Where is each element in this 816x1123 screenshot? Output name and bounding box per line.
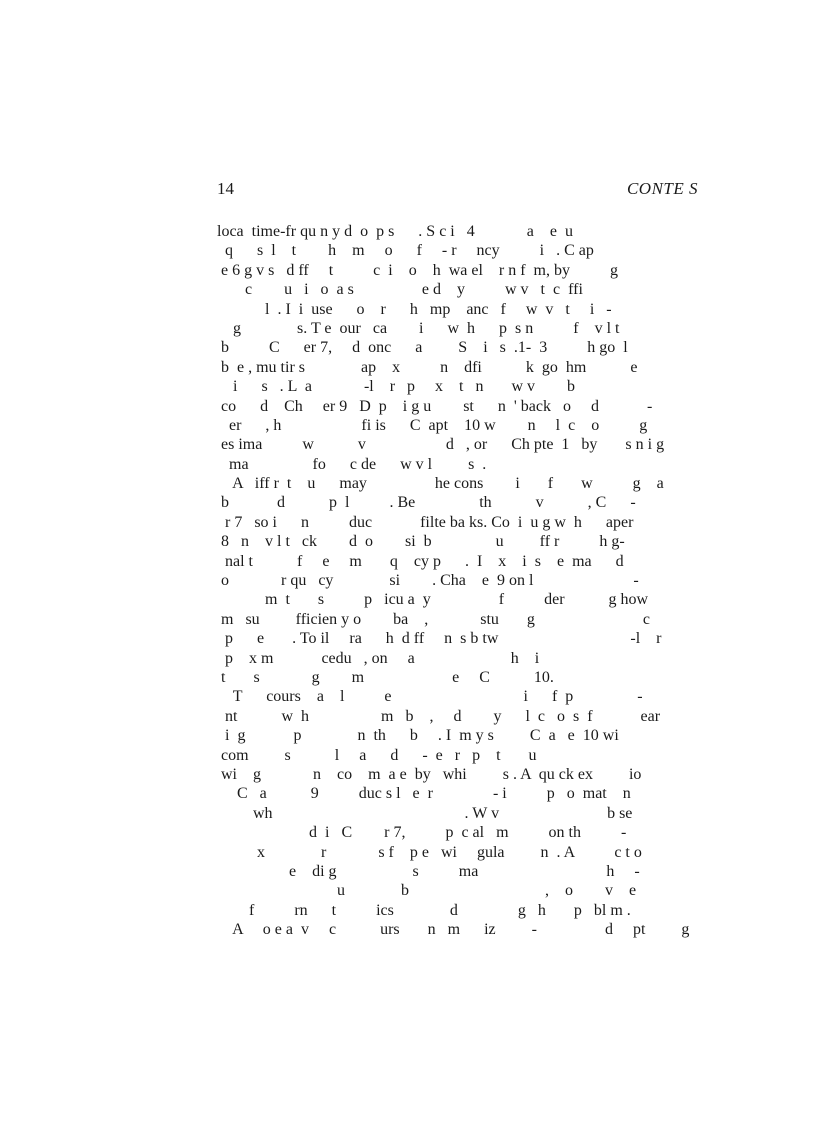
text-line: i s . L a -l r p x t n w v b — [217, 378, 576, 396]
text-line: com s l a d - e r p t u — [217, 746, 537, 764]
text-line: co d Ch er 9 D p i g u st n ' back o d - — [217, 397, 653, 415]
text-line: i g p n th b . I m y s C a e 10 wi — [217, 727, 619, 745]
text-line: o r qu cy si . Cha e 9 on l - — [217, 572, 639, 590]
text-line: g s. T e our ca i w h p s n f v l t — [217, 319, 620, 337]
text-line: f rn t ics d g h p bl m . — [217, 901, 631, 919]
text-line: d i C r 7, p c al m on th - — [217, 824, 627, 842]
text-line: A o e a v c urs n m iz - d pt g — [217, 921, 690, 939]
text-line: e di g s ma h - — [217, 862, 640, 880]
text-line: T cours a l e i f p - — [217, 688, 643, 706]
text-line: l . I i use o r h mp anc f w v t i - — [217, 300, 612, 318]
text-line: loca time-fr qu n y d o p s . S c i 4 a e u — [217, 223, 573, 240]
text-line: A iff r t u may he cons i f w g a — [217, 475, 664, 493]
body-text — [217, 222, 698, 939]
text-line: e 6 g v s d ff t c i o h wa el r n f m, by g — [217, 261, 618, 279]
text-line: m t s p icu a y f der g how — [217, 591, 649, 609]
running-head — [217, 178, 698, 200]
text-line: p e . To il ra h d ff n s b tw -l r — [217, 630, 662, 648]
text-line: ma fo c de w v l s . — [217, 455, 487, 473]
text-line: m su fficien y o ba , stu g c — [217, 610, 651, 628]
text-line: t s g m e C 10. — [217, 668, 554, 686]
text-line: 8 n v l t ck d o si b u ff r h g- — [217, 533, 625, 551]
text-line: nal t f e m q cy p . I x i s e ma d — [217, 552, 624, 570]
text-line: es ima w v d , or Ch pte 1 by s n i g — [217, 436, 665, 454]
text-line: x r s f p e wi gula n . A c t o — [217, 843, 642, 861]
text-line: b d p l . Be th v , C - — [217, 494, 636, 512]
page-number: 14 — [217, 179, 234, 198]
text-line: q s l t h m o f - r ncy i . C ap — [217, 242, 594, 260]
text-line: b C er 7, d onc a S i s .1- 3 h go l — [217, 339, 628, 357]
text-line: C a 9 duc s l e r - i p o mat n — [217, 785, 631, 803]
text-line: wh . W v b se — [217, 804, 633, 822]
text-line: r 7 so i n duc filte ba ks. Co i u g w h aper — [217, 513, 634, 531]
text-line: u b , o v e — [217, 882, 637, 900]
text-line: nt w h m b , d y l c o s f ear — [217, 707, 661, 725]
text-line: p x m cedu , on a h i — [217, 649, 540, 667]
text-line: wi g n co m a e by whi s . A qu ck ex io — [217, 765, 642, 783]
text-line: er , h fi is C apt 10 w n l c o g — [217, 416, 648, 434]
text-line: c u i o a s e d y w v t c ffi — [217, 281, 583, 299]
text-line: b e , mu tir s ap x n dfi k go hm e — [217, 358, 638, 376]
chapter-title: CONTE S — [626, 179, 698, 198]
